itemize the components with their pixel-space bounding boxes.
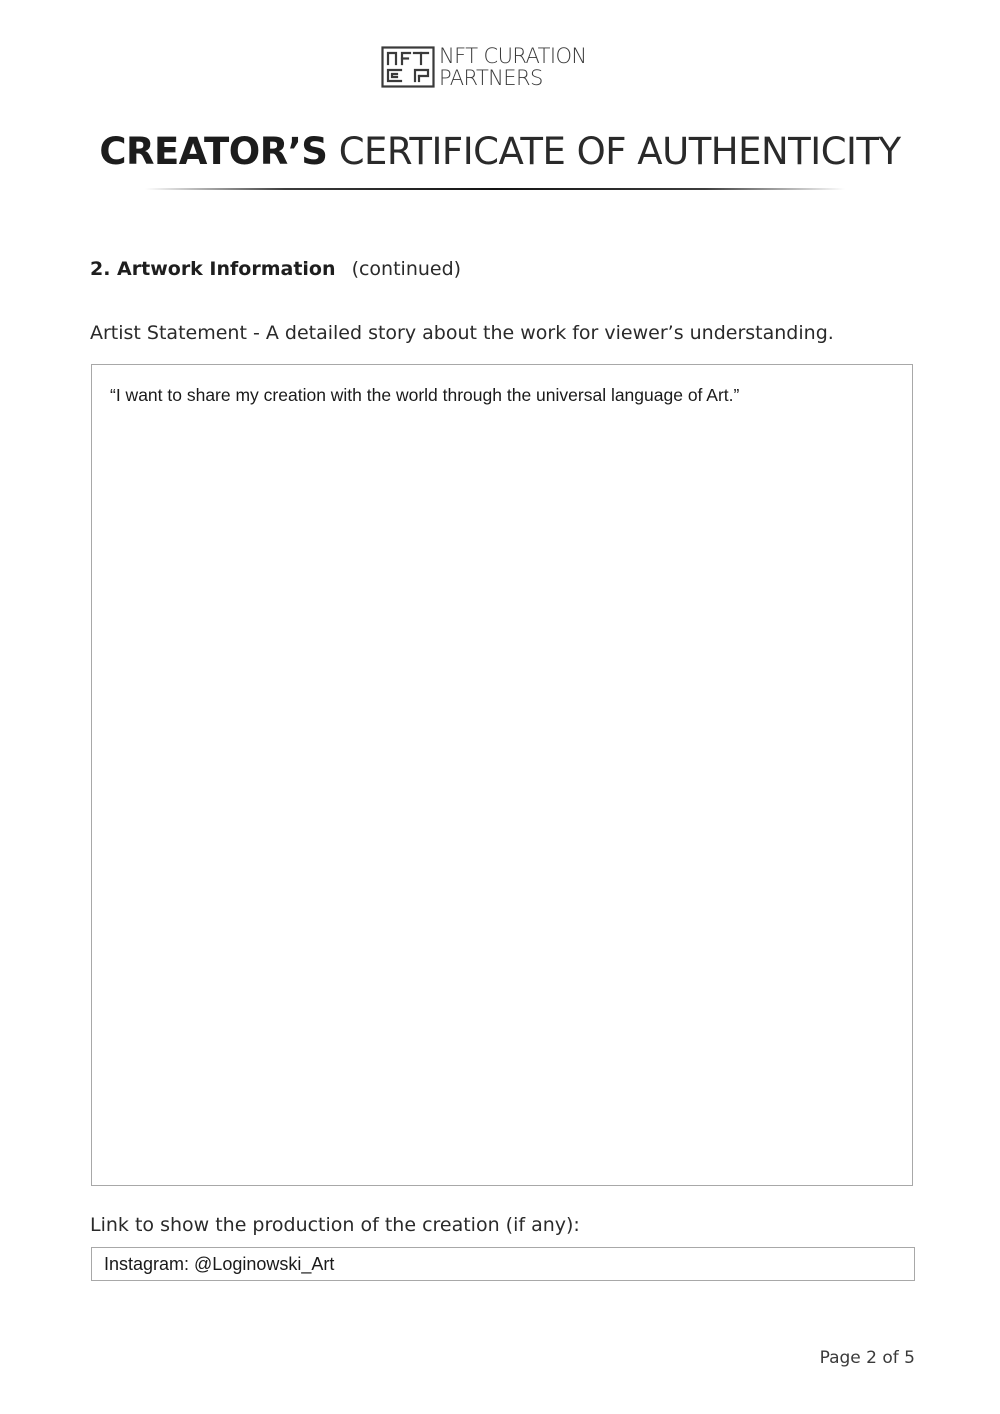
brand-name [439,45,587,89]
brand-logo [381,45,587,89]
artist-statement-field[interactable] [91,364,913,1186]
brand-name-line1: NFT CURATION [439,44,587,68]
production-link-value: Instagram: @Loginowski_Art [104,1254,335,1274]
page-title-rest: CERTIFICATE OF AUTHENTICITY [338,130,901,173]
section-heading-title: 2. Artwork Information [90,258,336,280]
artist-statement-label: Artist Statement - A detailed story about the work for viewer’s understanding. [90,322,834,344]
section-heading-note: (continued) [351,258,462,280]
section-heading [90,256,461,282]
page-title [0,128,1000,176]
production-link-label: Link to show the production of the creation (if any): [90,1214,580,1236]
brand-name-line2: PARTNERS [439,66,543,90]
page-title-bold: CREATOR’S [99,130,328,173]
production-link-field[interactable] [91,1247,915,1281]
artist-statement-value: “I want to share my creation with the world through the universal language of Art.” [110,385,740,405]
title-divider [145,188,845,190]
nft-cp-monogram-icon [381,46,435,88]
page-number: Page 2 of 5 [819,1348,915,1368]
